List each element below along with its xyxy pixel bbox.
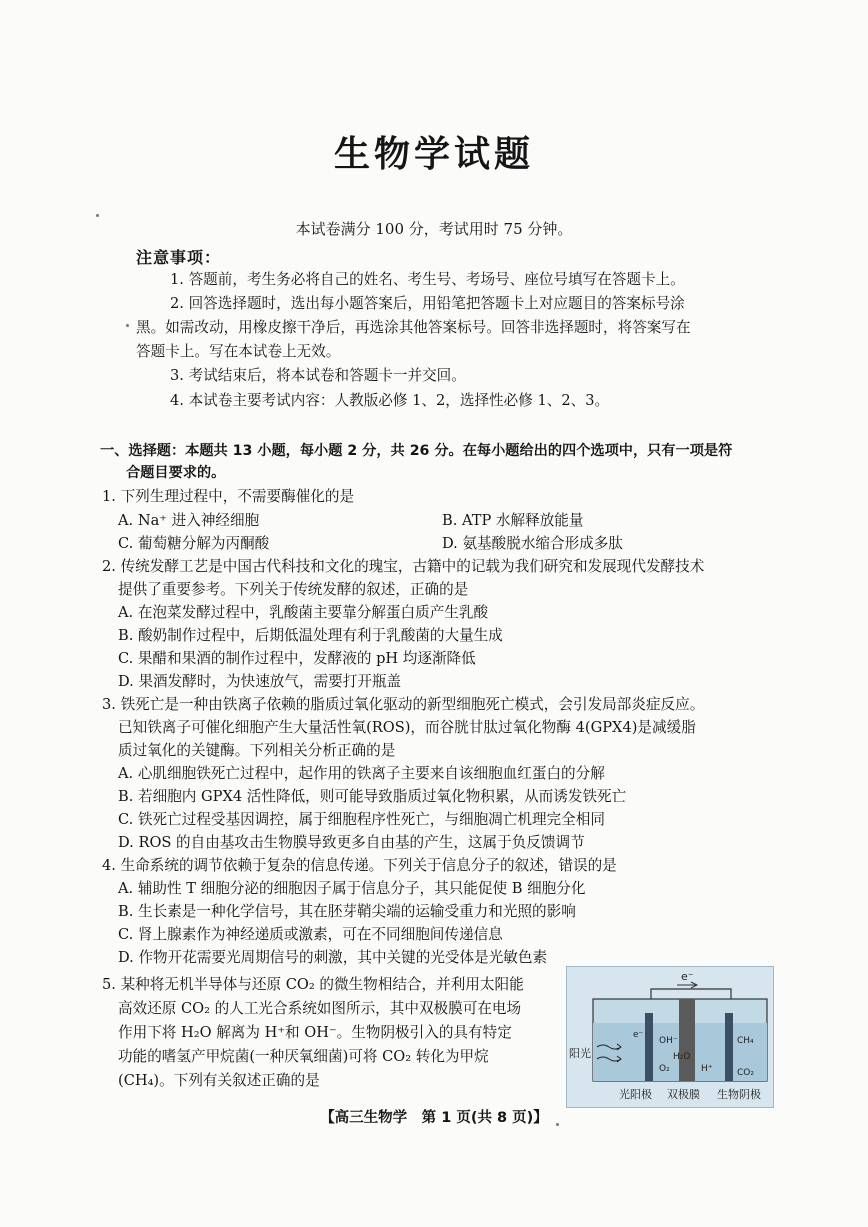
note-line: 黑。如需改动，用橡皮擦干净后，再选涂其他答案标号。回答非选择题时，将答案写在 — [136, 319, 691, 336]
option-c: C. 果醋和果酒的制作过程中，发酵液的 pH 均逐渐降低 — [118, 650, 476, 667]
question-stem: 已知铁离子可催化细胞产生大量活性氧(ROS)，而谷胱甘肽过氧化物酶 4(GPX4)是减缓脂 — [118, 719, 696, 736]
option-d: D. ROS 的自由基攻击生物膜导致更多自由基的产生，这属于负反馈调节 — [118, 834, 585, 851]
question-stem: 1. 下列生理过程中，不需要酶催化的是 — [102, 488, 355, 505]
section-heading: 合题目要求的。 — [126, 465, 226, 481]
water-label: H₂O — [673, 1052, 691, 1062]
co2-label: CO₂ — [737, 1068, 754, 1078]
scan-speck — [126, 324, 129, 327]
photoanode — [645, 1013, 653, 1081]
question-stem: 功能的嗜氢产甲烷菌(一种厌氧细菌)可将 CO₂ 转化为甲烷 — [118, 1048, 489, 1065]
photosynthesis-system-figure — [566, 966, 774, 1108]
scan-speck — [96, 214, 99, 217]
note-line: 1. 答题前，考生务必将自己的姓名、考生号、考场号、座位号填写在答题卡上。 — [170, 271, 685, 288]
question-stem: 4. 生命系统的调节依赖于复杂的信息传递。下列关于信息分子的叙述，错误的是 — [102, 857, 617, 874]
bipolar-membrane — [679, 999, 695, 1081]
option-c: C. 葡萄糖分解为丙酮酸 — [118, 535, 270, 552]
electron-at-anode-label: e⁻ — [633, 1030, 644, 1040]
methane-label: CH₄ — [737, 1036, 754, 1046]
proton-label: H⁺ — [701, 1064, 713, 1074]
note-line: 4. 本试卷主要考试内容：人教版必修 1、2，选择性必修 1、2、3。 — [170, 392, 610, 409]
question-stem: 作用下将 H₂O 解离为 H⁺和 OH⁻。生物阴极引入的具有特定 — [118, 1024, 512, 1041]
question-stem: (CH₄)。下列有关叙述正确的是 — [118, 1072, 320, 1089]
biocathode — [725, 1013, 733, 1081]
option-d: D. 作物开花需要光周期信号的刺激，其中关键的光受体是光敏色素 — [118, 949, 548, 966]
option-a: A. 辅助性 T 细胞分泌的细胞因子属于信息分子，其只能促使 B 细胞分化 — [118, 880, 586, 897]
note-line: 3. 考试结束后，将本试卷和答题卡一并交回。 — [170, 367, 466, 384]
option-b: B. 酸奶制作过程中，后期低温处理有利于乳酸菌的大量生成 — [118, 627, 503, 644]
option-a: A. Na⁺ 进入神经细胞 — [118, 512, 260, 529]
note-line: 2. 回答选择题时，选出每小题答案后，用铅笔把答题卡上对应题目的答案标号涂 — [170, 295, 685, 312]
section-heading: 一、选择题：本题共 13 小题，每小题 2 分，共 26 分。在每小题给出的四个选项中，只有一项是符 — [100, 443, 733, 459]
o2-label: O₂ — [659, 1064, 670, 1074]
page-title: 生物学试题 — [333, 134, 534, 175]
option-c: C. 铁死亡过程受基因调控，属于细胞程序性死亡，与细胞凋亡机理完全相同 — [118, 811, 605, 828]
oh-label: OH⁻ — [659, 1036, 678, 1046]
notes-heading: 注意事项： — [136, 248, 222, 267]
question-stem: 高效还原 CO₂ 的人工光合系统如图所示，其中双极膜可在电场 — [118, 1000, 522, 1017]
question-stem: 3. 铁死亡是一种由铁离子依赖的脂质过氧化驱动的新型细胞死亡模式，会引发局部炎症反应。 — [102, 696, 705, 713]
question-stem: 5. 某种将无机半导体与还原 CO₂ 的微生物相结合，并利用太阳能 — [102, 976, 524, 993]
question-stem: 质过氧化的关键酶。下列相关分析正确的是 — [118, 742, 396, 759]
option-c: C. 肾上腺素作为神经递质或激素，可在不同细胞间传递信息 — [118, 926, 503, 943]
sunlight-label: 阳光 — [569, 1047, 591, 1060]
option-b: B. ATP 水解释放能量 — [442, 512, 584, 529]
biocathode-label: 生物阴极 — [717, 1088, 761, 1101]
page-footer: 【高三生物学 第 1 页(共 8 页)】 — [320, 1110, 548, 1126]
membrane-label: 双极膜 — [667, 1088, 700, 1101]
electron-label: e⁻ — [681, 970, 694, 983]
question-stem: 提供了重要参考。下列关于传统发酵的叙述，正确的是 — [118, 581, 469, 598]
photoanode-label: 光阳极 — [619, 1088, 652, 1101]
exam-info: 本试卷满分 100 分，考试用时 75 分钟。 — [295, 220, 573, 238]
option-d: D. 氨基酸脱水缩合形成多肽 — [442, 535, 623, 552]
note-line: 答题卡上。写在本试卷上无效。 — [136, 343, 341, 360]
question-stem: 2. 传统发酵工艺是中国古代科技和文化的瑰宝，古籍中的记载为我们研究和发展现代发酵技术 — [102, 558, 705, 575]
option-d: D. 果酒发酵时，为快速放气，需要打开瓶盖 — [118, 673, 402, 690]
option-b: B. 若细胞内 GPX4 活性降低，则可能导致脂质过氧化物积累，从而诱发铁死亡 — [118, 788, 627, 805]
option-a: A. 在泡菜发酵过程中，乳酸菌主要靠分解蛋白质产生乳酸 — [118, 604, 489, 621]
scan-speck — [556, 1123, 559, 1126]
option-a: A. 心肌细胞铁死亡过程中，起作用的铁离子主要来自该细胞血红蛋白的分解 — [118, 765, 605, 782]
option-b: B. 生长素是一种化学信号，其在胚芽鞘尖端的运输受重力和光照的影响 — [118, 903, 576, 920]
figure-diagram — [567, 967, 773, 1107]
